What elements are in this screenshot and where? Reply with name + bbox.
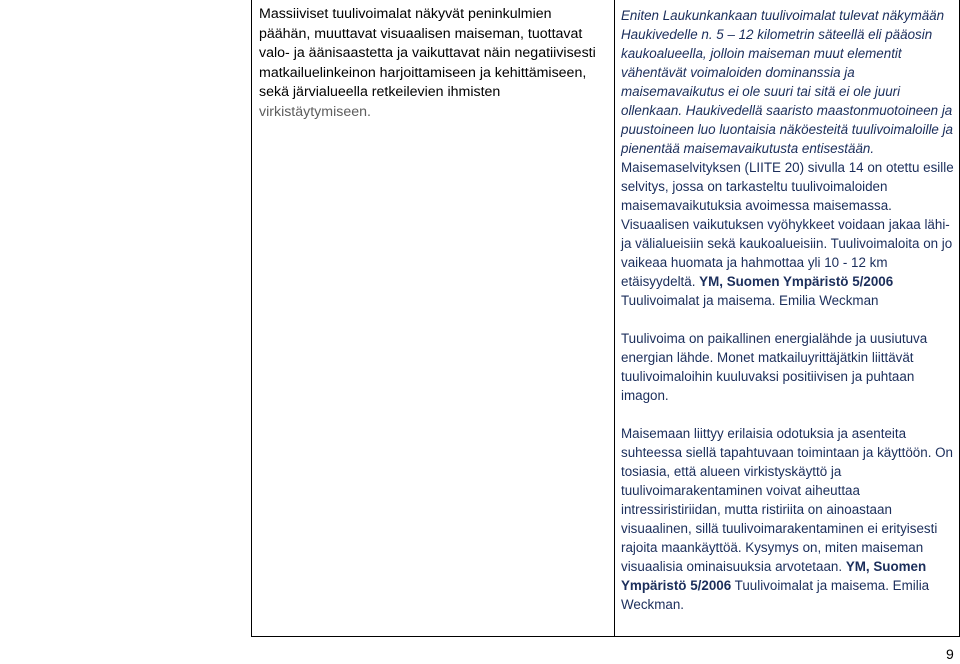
page-number: 9 [946,646,954,662]
right-p1-reference-bold: YM, Suomen Ympäristö 5/2006 [699,274,894,289]
right-cell [621,6,957,614]
right-paragraph-2: Tuulivoima on paikallinen energialähde ja uusiutuva energian lähde. Monet matkailuyrittäjätkin liittävät tuulivoimaloihin kuuluvaksi positiivisen ja puhtaan imagon. [621,331,928,403]
left-cell [259,5,604,123]
right-p3-reference-bold: YM, Suomen Ympäristö 5/2006 [621,559,927,593]
right-paragraph-3 [621,424,957,614]
right-p1-reference: Tuulivoimalat ja maisema. Emilia Weckman [621,293,879,308]
left-cell-text: Massiiviset tuulivoimalat näkyvät peninkulmien päähän, muuttavat visuaalisen maiseman, tuottavat valo- ja äänisaastetta ja vaikuttavat näin negatiivisesti matkailuelinkeinon harjoittamiseen ja kehittämiseen, sekä järvialueella retkeilevien ihmisten [259,6,596,101]
right-paragraph-1 [621,6,957,310]
table-border-bottom [251,636,960,637]
right-p3-reference: Tuulivoimalat ja maisema. Emilia Weckman. [621,578,930,612]
right-p3-body: Maisemaan liittyy erilaisia odotuksia ja asenteita suhteessa siellä tapahtuvaan toimintaan ja käyttöön. On tosiasia, että alueen virkistyskäyttö ja tuulivoimarakentaminen voivat aiheuttaa intressiristiriidan, mutta ristiriita on ainoastaan visuaalinen, sillä tuulivoimarakentaminen ei erityisesti rajoita maankäyttöä. Kysymys on, miten maiseman visuaalisia ominaisuuksia arvotetaan. [621,426,954,574]
right-p1-italic: Eniten Laukunkankaan tuulivoimalat tulevat näkymään Haukivedelle n. 5 – 12 kilometrin säteellä eli pääosin kaukoalueella, jolloin maiseman muut elementit vähentävät voimaloiden dominanssia ja maisemavaikutus ei ole suuri tai sitä ei ole juuri ollenkaan. Haukivedellä saaristo maastonmuotoineen ja puustoineen luo luontaisia näköesteitä tuulivoimaloille ja pienentää maisemavaikutusta entisestään. [621,8,954,156]
right-p1-body: Maisemaselvityksen (LIITE 20) sivulla 14 on otettu esille selvitys, jossa on tarkasteltu tuulivoimaloiden maisemavaikutuksia avoimessa maisemassa. Visuaalisen vaikutuksen vyöhykkeet voidaan jakaa lähi- ja välialueisiin sekä kaukoalueisiin. Tuulivoimaloita on jo vaikeaa huomata ja hahmottaa yli 10 - 12 km etäisyydeltä. [621,160,954,289]
table-border-left [251,0,252,637]
table-border-middle [614,0,615,637]
left-cell-text-grey: virkistäytymiseen. [259,103,371,120]
